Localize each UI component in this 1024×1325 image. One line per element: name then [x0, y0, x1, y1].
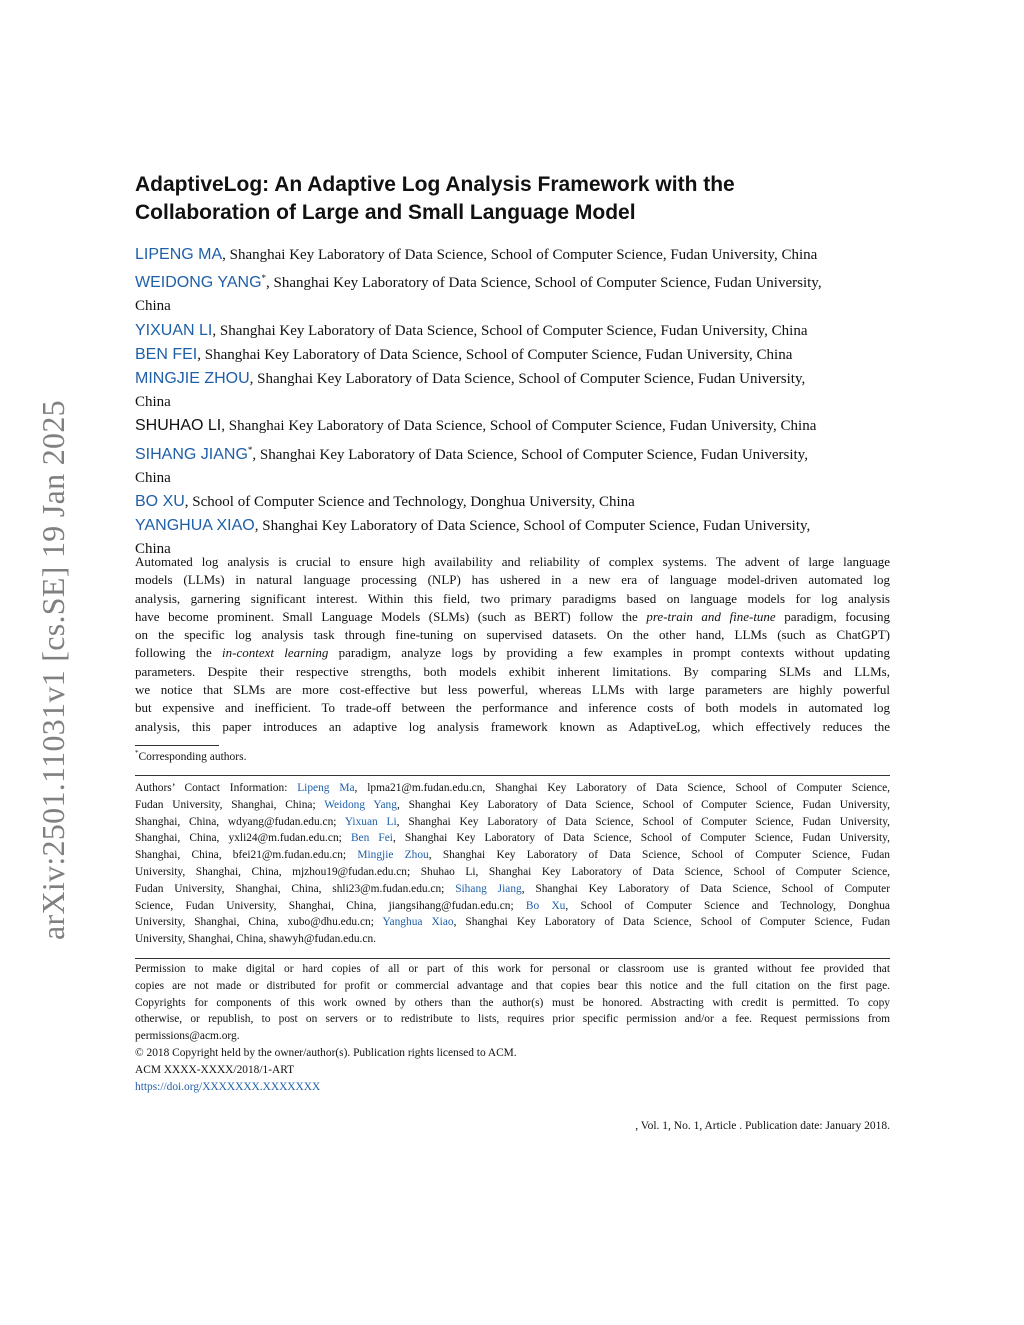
- abstract-line: on the specific log analysis task through fine-tuning on supervised datasets. On the other hand, LLMs (such as ChatGPT): [135, 627, 890, 643]
- title-line: Collaboration of Large and Small Language Model: [135, 201, 636, 224]
- author-link-yanghua-xiao[interactable]: Yanghua Xiao: [382, 916, 454, 929]
- author-affiliation: , Shanghai Key Laboratory of Data Science, School of Computer Science, Fudan University,: [254, 518, 811, 535]
- author-list: [135, 243, 890, 562]
- author-link-weidong-yang[interactable]: Weidong Yang: [324, 798, 397, 811]
- corresponding-mark: *: [261, 273, 267, 284]
- author-affiliation: , Shanghai Key Laboratory of Data Science, School of Computer Science, Fudan University,: [252, 446, 808, 463]
- author-link-bo-xu[interactable]: Bo Xu: [525, 899, 566, 912]
- author-name[interactable]: WEIDONG YANG: [135, 274, 262, 292]
- author-entry: [135, 319, 890, 343]
- author-entry: [135, 243, 890, 267]
- title-line: AdaptiveLog: An Adaptive Log Analysis Framework with the: [135, 173, 735, 196]
- italic-term: pre-train and fine-tune: [646, 608, 776, 624]
- italic-term: in-context learning: [222, 645, 329, 661]
- author-affiliation: , Shanghai Key Laboratory of Data Science, School of Computer Science, Fudan University, China: [222, 247, 818, 263]
- authors-contact-information: Authors’ Contact Information: Lipeng Ma, lpma21@m.fudan.edu.cn, Shanghai Key Laboratory of Data Science, School of Computer Science, Fudan University, Shanghai, China; Weidong Yang, Shanghai Key Laboratory of Data Science, School of Computer Science, Fudan University, Shanghai, China, wdyang@fudan.edu.cn; Yixuan Li, Shanghai Key Laboratory of Data Science, School of Computer Science, Fudan University, Shanghai, China, yxli24@m.fudan.edu.cn; Ben Fei, Shanghai Key Laboratory of Data Science, School of Computer Science, Fudan University, Shanghai, China, bfei21@m.fudan.edu.cn; Mingjie Zhou, Shanghai Key Laboratory of Data Science, School of Computer Science, Fudan University, Shanghai, China, mjzhou19@fudan.edu.cn; Shuhao Li, Shanghai Key Laboratory of Data Science, School of Computer Science, Fudan University, Shanghai, China, shli23@m.fudan.edu.cn; Sihang Jiang, Shanghai Key Laboratory of Data Science, School of Computer Science, Fudan University, Shanghai, China, jiangsihang@fudan.edu.cn; Bo Xu, School of Computer Science and Technology, Donghua University, Shanghai, China, xubo@dhu.edu.cn; Yanghua Xiao, Shanghai Key Laboratory of Data Science, School of Computer Science, Fudan University, Shanghai, China, shawyh@fudan.edu.cn.: [135, 782, 891, 946]
- author-affiliation: China: [135, 394, 171, 411]
- author-link-sihang-jiang[interactable]: Sihang Jiang: [455, 882, 522, 895]
- corresponding-mark: *: [247, 444, 253, 455]
- abstract-line: Automated log analysis is crucial to ensure high availability and reliability of complex systems. The advent of large language: [135, 554, 890, 569]
- abstract-line: following the in-context learning paradigm, analyze logs by providing a few examples in prompt contexts without updating: [135, 645, 890, 661]
- author-affiliation: , Shanghai Key Laboratory of Data Science, School of Computer Science, Fudan University, China: [221, 418, 817, 435]
- author-entry: [135, 490, 890, 514]
- arxiv-identifier-stamp: arXiv:2501.11031v1 [cs.SE] 19 Jan 2025: [35, 400, 71, 940]
- author-link-lipeng-ma[interactable]: Lipeng Ma: [297, 782, 355, 794]
- author-name[interactable]: BEN FEI: [135, 345, 198, 363]
- corresponding-footnote: *Corresponding authors.: [135, 749, 247, 763]
- author-affiliation: , Shanghai Key Laboratory of Data Science, School of Computer Science, Fudan University,: [249, 371, 806, 388]
- abstract-line: but expensive and inefficient. To trade-off between the performance and inference costs of both models in automated log: [135, 700, 890, 716]
- author-affiliation: China: [135, 298, 171, 315]
- author-name[interactable]: BO XU: [135, 493, 185, 511]
- publication-footer: , Vol. 1, No. 1, Article . Publication date: January 2018.: [635, 1120, 890, 1132]
- paper-title: [135, 171, 895, 227]
- author-link-ben-fei[interactable]: Ben Fei: [350, 832, 393, 845]
- abstract: [135, 553, 890, 736]
- permission-notice: Permission to make digital or hard copies of all or part of this work for personal or classroom use is granted without fee provided that copies are not made or distributed for profit or commercial advantage and that copies bear this notice and the full citation on the first page. Copyrights for components of this work owned by others than the author(s) must be honored. Abstracting with credit is permitted. To copy otherwise, or republish, to post on servers or to redistribute to lists, requires prior specific permission and/or a fee. Request permissions from permissions@acm.org. © 2018 Copyright held by the owner/author(s). Publication rights licensed to ACM. ACM XXXX-XXXX/2018/1-ART https://doi.org/XXXXXXX.XXXXXXX: [135, 961, 890, 1095]
- author-affiliation: , Shanghai Key Laboratory of Data Science, School of Computer Science, Fudan University, China: [212, 322, 808, 339]
- author-name[interactable]: YANGHUA XIAO: [135, 517, 255, 535]
- doi-link[interactable]: https://doi.org/XXXXXXX.XXXXXXX: [135, 1080, 321, 1093]
- author-name[interactable]: YIXUAN LI: [135, 321, 213, 339]
- author-entry: [135, 267, 890, 318]
- footnote-rule: [135, 745, 219, 746]
- permission-divider: [135, 958, 890, 959]
- author-link-yixuan-li[interactable]: Yixuan Li: [344, 815, 397, 828]
- acm-reference: ACM XXXX-XXXX/2018/1-ART: [135, 1063, 295, 1076]
- author-name[interactable]: MINGJIE ZHOU: [135, 370, 250, 388]
- abstract-line: we notice that SLMs are more cost-effective but less powerful, whereas LLMs with large parameters are highly powerful: [135, 682, 890, 698]
- abstract-line: have become prominent. Small Language Models (SLMs) (such as BERT) follow the pre-train and fine-tune paradigm, focusing: [135, 608, 890, 624]
- author-affiliation: , Shanghai Key Laboratory of Data Science, School of Computer Science, Fudan University, China: [197, 346, 793, 363]
- author-name[interactable]: LIPENG MA: [135, 246, 223, 263]
- author-entry: [135, 343, 890, 367]
- author-link-mingjie-zhou[interactable]: Mingjie Zhou: [357, 849, 429, 862]
- abstract-line: parameters. Despite their respective strengths, both models exhibit inherent limitations. By comparing SLMs and LLMs,: [135, 663, 890, 679]
- author-name[interactable]: SIHANG JIANG: [135, 445, 248, 463]
- author-affiliation: China: [135, 541, 171, 558]
- copyright-line: © 2018 Copyright held by the owner/author(s). Publication rights licensed to ACM.: [135, 1046, 517, 1059]
- author-affiliation: , School of Computer Science and Technology, Donghua University, China: [184, 494, 635, 511]
- author-name: SHUHAO LI: [135, 417, 222, 435]
- author-entry: [135, 367, 890, 414]
- author-entry: [135, 414, 890, 438]
- contact-divider: [135, 775, 890, 776]
- abstract-line: analysis, garnering significant interest. Within this field, two primary paradigms based on language models for log analysis: [135, 590, 890, 606]
- author-entry: [135, 439, 890, 490]
- author-affiliation: China: [135, 469, 171, 486]
- author-affiliation: , Shanghai Key Laboratory of Data Science, School of Computer Science, Fudan University,: [266, 275, 822, 292]
- abstract-line: analysis, this paper introduces an adaptive log analysis framework known as AdaptiveLog, which effectively reduces the: [135, 718, 890, 734]
- abstract-line: models (LLMs) in natural language processing (NLP) has ushered in a new era of language model-driven automated log: [135, 572, 890, 588]
